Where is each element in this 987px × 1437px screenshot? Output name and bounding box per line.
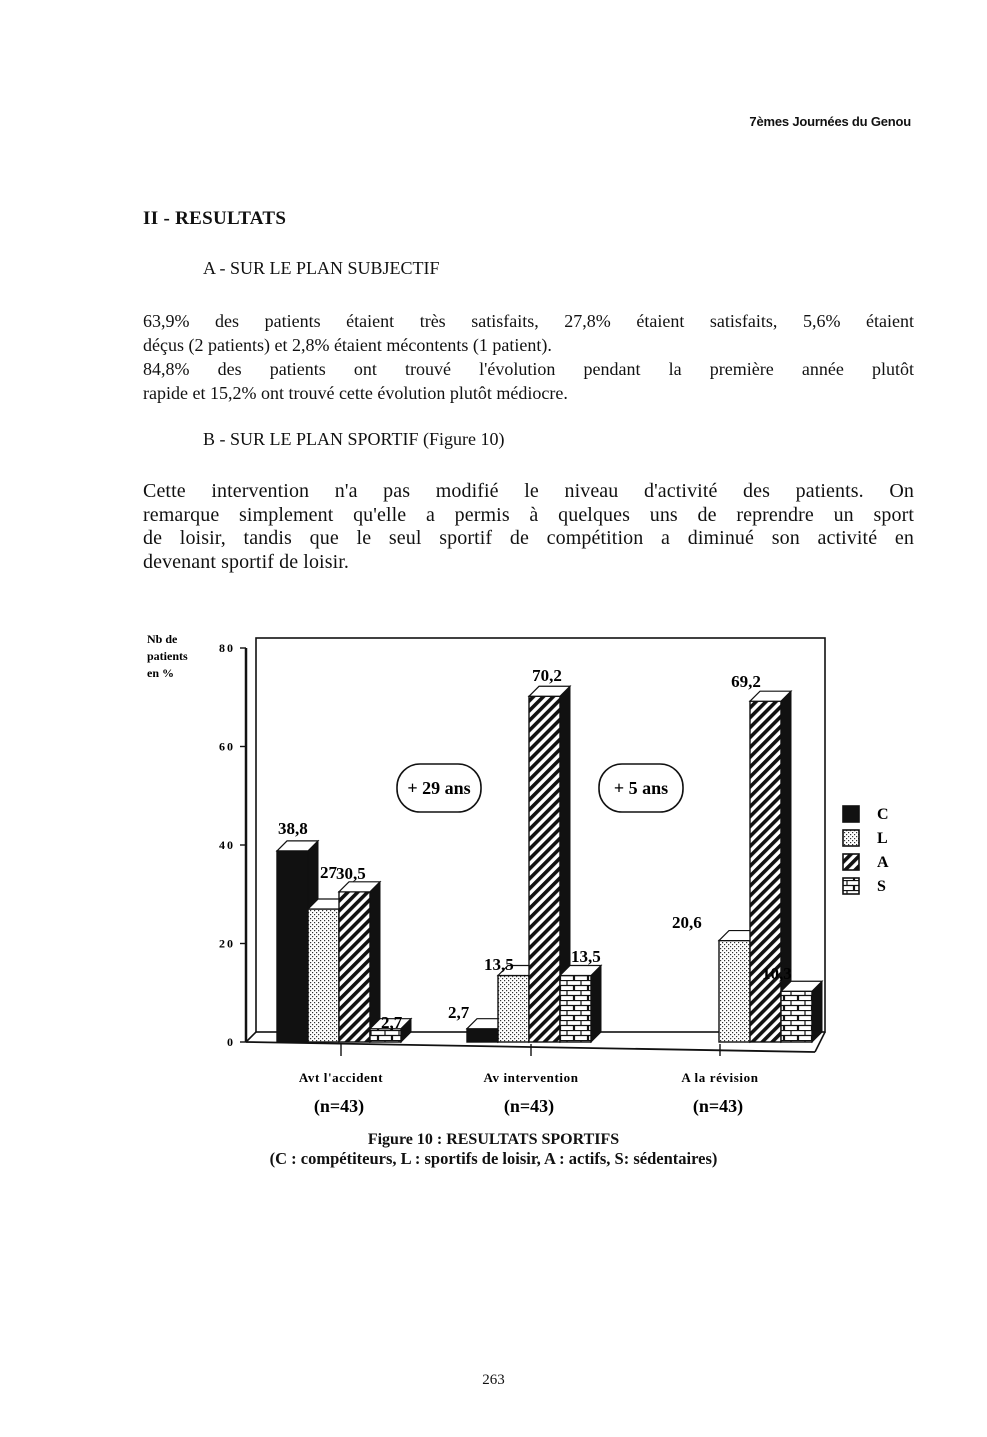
text-line: déçus (2 patients) et 2,8% étaient mécontents (1 patient). (143, 335, 552, 355)
category-label: Av intervention (483, 1070, 579, 1085)
legend-swatch-l (843, 830, 859, 846)
y-tick-label: 0 (227, 1035, 235, 1049)
data-label: 20,6 (672, 913, 702, 932)
floor-edge (246, 1032, 256, 1042)
data-label: 70,2 (532, 666, 562, 685)
data-label: 69,2 (731, 672, 761, 691)
y-tick-label: 20 (219, 936, 235, 951)
category-count: (n=43) (313, 1096, 365, 1116)
category-count: (n=43) (503, 1096, 555, 1116)
data-label: 13,5 (571, 947, 601, 966)
legend-label: C (877, 806, 889, 823)
sports-results-chart (0, 600, 987, 1120)
subsection-a-title: A - SUR LE PLAN SUBJECTIF (203, 258, 440, 278)
text-line: remarque simplement qu'elle a permis à quelques uns de reprendre un sport (143, 503, 914, 526)
page-number: 263 (482, 1372, 505, 1388)
bar-c (277, 851, 308, 1042)
bar-side (370, 882, 380, 1042)
bar-s (781, 991, 812, 1042)
legend-swatch-a (843, 854, 859, 870)
bar-a (339, 892, 370, 1042)
data-label: 2,7 (381, 1013, 403, 1032)
legend-swatch-c (843, 806, 859, 822)
subsection-b-text (143, 480, 914, 574)
running-header: 7èmes Journées du Genou (749, 114, 911, 129)
text-line: devenant sportif de loisir. (143, 550, 349, 573)
bar-c (467, 1029, 498, 1042)
legend-label: A (877, 854, 889, 871)
caption-subtitle: (C : compétiteurs, L : sportifs de loisir, A : actifs, S: sédentaires) (269, 1149, 718, 1168)
data-label: 30,5 (336, 864, 366, 883)
data-label: 27 (320, 863, 337, 882)
legend-label: S (877, 878, 886, 895)
text-line: de loisir, tandis que le seul sportif de compétition a diminué son activité en (143, 527, 914, 549)
data-label: 38,8 (278, 819, 308, 838)
annotation-label: + 5 ans (613, 778, 669, 798)
legend-label: L (877, 830, 888, 847)
bar-a (750, 701, 781, 1042)
category-count: (n=43) (692, 1096, 744, 1116)
y-tick-label: 80 (219, 641, 235, 655)
legend-swatch-s (843, 878, 859, 894)
y-axis-label-line: en % (147, 666, 174, 680)
text-line: Cette intervention n'a pas modifié le niveau d'activité des patients. On (143, 480, 914, 502)
data-label: 13,5 (484, 955, 514, 974)
subsection-b-title: B - SUR LE PLAN SPORTIF (Figure 10) (203, 429, 505, 449)
text-line: 63,9% des patients étaient très satisfaits, 27,8% étaient satisfaits, 5,6% étaient (143, 311, 914, 331)
subsection-a-text (143, 309, 914, 405)
y-axis-label-line: patients (147, 649, 188, 663)
data-label: 2,7 (448, 1003, 470, 1022)
bar-l (308, 909, 339, 1042)
data-label: 10,3 (762, 964, 792, 983)
bar-s (560, 976, 591, 1042)
caption-title: Figure 10 : RESULTATS SPORTIFS (367, 1131, 620, 1148)
bar-a (529, 696, 560, 1042)
y-tick-label: 40 (219, 838, 235, 852)
bar-side (591, 966, 601, 1042)
section-title: II - RESULTATS (143, 208, 287, 229)
y-axis-label (147, 632, 188, 680)
bar-l (498, 976, 529, 1042)
category-label: Avt l'accident (298, 1070, 384, 1085)
figure-caption (0, 1130, 987, 1168)
text-line: 84,8% des patients ont trouvé l'évolution pendant la première année plutôt (143, 359, 914, 379)
bar-l (719, 941, 750, 1042)
y-axis-label-line: Nb de (147, 632, 178, 646)
y-tick-label: 60 (219, 739, 235, 754)
category-label: A la révision (681, 1070, 759, 1085)
annotation-label: + 29 ans (407, 778, 471, 798)
text-line: rapide et 15,2% ont trouvé cette évolution plutôt médiocre. (143, 383, 568, 403)
